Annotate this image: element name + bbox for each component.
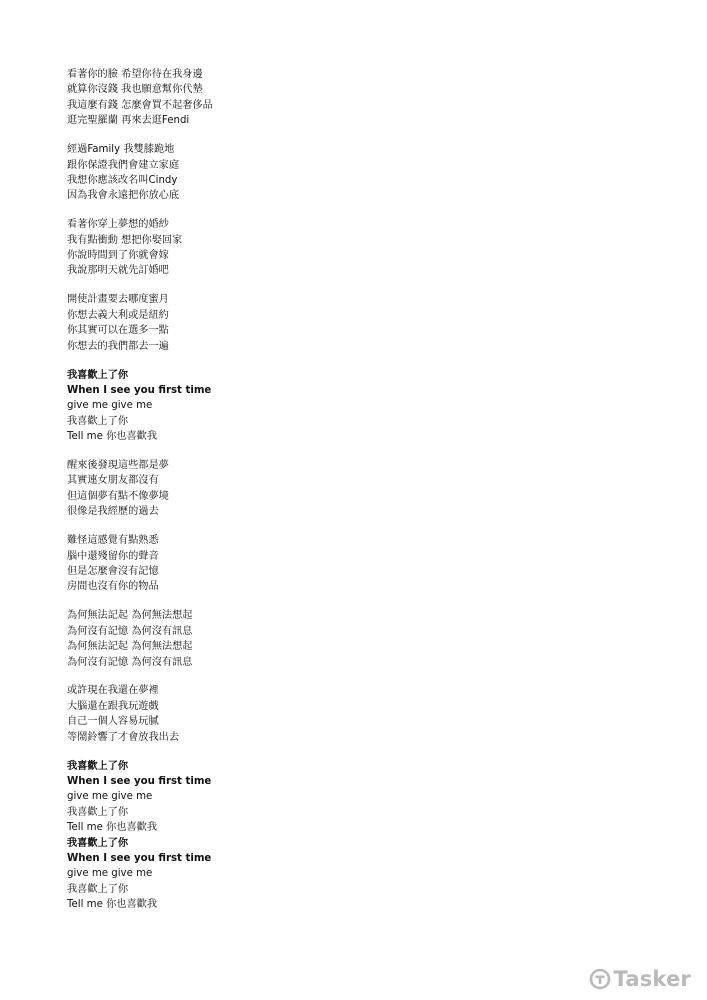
lyric-line: 經過Family 我雙膝跪地 bbox=[67, 144, 175, 156]
verse-stanza bbox=[67, 292, 627, 354]
verse-stanza bbox=[67, 683, 627, 745]
lyric-line: 我有點衝動 想把你娶回家 bbox=[67, 234, 183, 246]
lyric-line: 你說時間到了你就會嫁 bbox=[67, 250, 169, 262]
lyric-line: 跟你保證我們會建立家庭 bbox=[67, 159, 180, 171]
lyric-line: 我說那明天就先訂婚吧 bbox=[67, 265, 169, 277]
lyric-line: When I see you first time bbox=[67, 775, 212, 787]
lyric-line: 我想你應該改名叫Cindy bbox=[67, 174, 178, 186]
verse-stanza bbox=[67, 608, 627, 670]
lyric-line: 我喜歡上了你 bbox=[67, 369, 129, 381]
lyric-line: 房間也沒有你的物品 bbox=[67, 581, 159, 593]
lyric-line: 等鬧鈴響了才會放我出去 bbox=[67, 731, 180, 743]
lyric-line: 我喜歡上了你 bbox=[67, 883, 129, 895]
chorus-stanza bbox=[67, 368, 627, 445]
lyric-line: give me give me bbox=[67, 791, 153, 803]
lyric-line: Tell me 你也喜歡我 bbox=[67, 899, 158, 911]
lyric-line: 就算你沒錢 我也願意幫你代墊 bbox=[67, 84, 203, 96]
watermark-text: Tasker bbox=[613, 967, 691, 991]
lyric-line: 但這個夢有點不像夢境 bbox=[67, 490, 169, 502]
lyric-line: 為何沒有記憶 為何沒有訊息 bbox=[67, 656, 193, 668]
verse-stanza bbox=[67, 67, 627, 129]
lyric-line: 或許現在我還在夢裡 bbox=[67, 685, 159, 697]
lyric-line: 自己一個人容易玩膩 bbox=[67, 716, 159, 728]
lyric-line: 我喜歡上了你 bbox=[67, 760, 129, 772]
lyric-line: 開使計畫要去哪度蜜月 bbox=[67, 294, 169, 306]
verse-stanza bbox=[67, 533, 627, 595]
lyric-line: 我喜歡上了你 bbox=[67, 837, 129, 849]
lyric-line: 我這麼有錢 怎麼會買不起奢侈品 bbox=[67, 99, 213, 111]
verse-stanza bbox=[67, 142, 627, 204]
lyric-line: Tell me 你也喜歡我 bbox=[67, 822, 158, 834]
lyric-line: 大腦還在跟我玩遊戲 bbox=[67, 700, 159, 712]
lyric-line: 難怪這感覺有點熟悉 bbox=[67, 535, 159, 547]
lyric-line: 腦中還殘留你的聲音 bbox=[67, 550, 159, 562]
lyric-line: 為何無法記起 為何無法想起 bbox=[67, 610, 193, 622]
lyric-line: 你其實可以在選多一點 bbox=[67, 325, 169, 337]
lyrics-document bbox=[67, 67, 627, 926]
lyric-line: 其實連女朋友都沒有 bbox=[67, 475, 159, 487]
chorus-stanza bbox=[67, 759, 627, 913]
lyric-line: 我喜歡上了你 bbox=[67, 806, 129, 818]
lyric-line: 因為我會永遠把你放心底 bbox=[67, 190, 180, 202]
lyric-line: 看著你的臉 希望你待在我身邊 bbox=[67, 69, 203, 80]
lyric-line: give me give me bbox=[67, 868, 153, 880]
lyric-line: Tell me 你也喜歡我 bbox=[67, 431, 158, 443]
lyric-line: 逛完聖羅蘭 再來去逛Fendi bbox=[67, 115, 190, 127]
lyric-line: 我喜歡上了你 bbox=[67, 415, 129, 427]
tasker-logo-icon bbox=[589, 968, 611, 990]
lyric-line: When I see you first time bbox=[67, 852, 212, 864]
lyric-line: 看著你穿上夢想的婚紗 bbox=[67, 219, 169, 231]
lyric-line: give me give me bbox=[67, 400, 153, 412]
verse-stanza bbox=[67, 458, 627, 520]
lyric-line: 你想去的我們都去一遍 bbox=[67, 340, 169, 352]
lyric-line: 你想去義大利或是紐約 bbox=[67, 309, 169, 321]
tasker-watermark bbox=[589, 967, 692, 991]
lyric-line: 但是怎麼會沒有記憶 bbox=[67, 565, 159, 577]
lyric-line: 為何沒有記憶 為何沒有訊息 bbox=[67, 625, 193, 637]
verse-stanza bbox=[67, 217, 627, 279]
lyric-line: 很像是我經歷的過去 bbox=[67, 506, 159, 518]
lyric-line: When I see you first time bbox=[67, 384, 212, 396]
lyric-line: 醒來後發現這些都是夢 bbox=[67, 460, 169, 472]
lyric-line: 為何無法記起 為何無法想起 bbox=[67, 641, 193, 653]
